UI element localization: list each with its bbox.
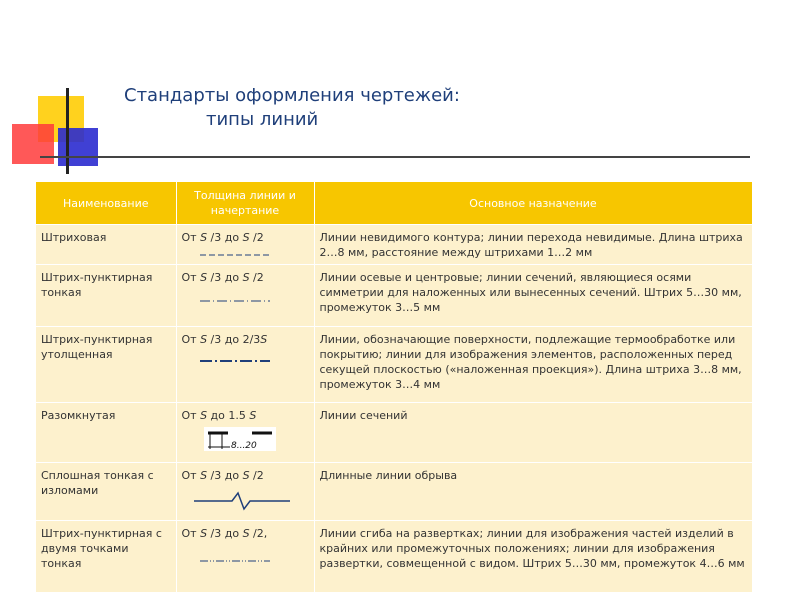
cell-thickness [176, 225, 314, 265]
thickness-text: От S /3 до S /2 [181, 271, 264, 284]
open-line-label: 8...20 [230, 441, 257, 451]
cell-name: Штрих-пунктирная тонкая [36, 265, 176, 327]
cell-name: Штрих-пунктирная с двумя точками тонкая [36, 521, 176, 593]
table-row [36, 403, 752, 463]
cell-thickness [176, 327, 314, 403]
cell-thickness [176, 463, 314, 521]
table-row [36, 327, 752, 403]
slide-title: Стандарты оформления чертежей: [124, 85, 460, 106]
logo-blue-square [58, 128, 98, 166]
cell-name: Штрих-пунктирная утолщенная [36, 327, 176, 403]
dashed-line-icon [200, 251, 309, 259]
table-header-row [36, 182, 752, 225]
cell-name: Штриховая [36, 225, 176, 265]
dash-dot-thick-line-icon [200, 357, 309, 365]
header-thickness: Толщина линии и начертание [176, 182, 314, 225]
cell-name: Разомкнутая [36, 403, 176, 463]
table-row [36, 265, 752, 327]
dash-dot-thin-line-icon [200, 297, 309, 305]
table-row [36, 463, 752, 521]
logo-red-square [12, 124, 54, 164]
cell-purpose: Длинные линии обрыва [314, 463, 752, 521]
thickness-text: От S до 1.5 S [181, 409, 257, 422]
cell-purpose: Линии сечений [314, 403, 752, 463]
slide-subtitle: типы линий [206, 109, 319, 130]
cell-purpose: Линии сгиба на развертках; линии для изображения частей изделий в крайних или промежуточных положениях; линии для изображения развертки, совмещенной с видом. Штрих 5…30 мм, промежуток 4…6 мм [314, 521, 752, 593]
cell-thickness [176, 265, 314, 327]
thickness-text: От S /3 до S /2 [181, 231, 264, 244]
open-line-icon [204, 427, 309, 451]
cell-purpose: Линии осевые и центровые; линии сечений, являющиеся осями симметрии для наложенных или вынесенных сечений. Штрих 5…30 мм, промежуток 3…5 мм [314, 265, 752, 327]
thickness-text: От S /3 до S /2 [181, 469, 264, 482]
cell-thickness [176, 521, 314, 593]
cell-thickness [176, 403, 314, 463]
cell-name: Сплошная тонкая с изломами [36, 463, 176, 521]
thickness-text: От S /3 до S /2, [181, 527, 268, 540]
logo-vertical-line [66, 88, 69, 174]
slide-logo [0, 0, 130, 180]
cell-purpose: Линии, обозначающие поверхности, подлежащие термообработке или покрытию; линии для изображения элементов, расположенных перед секущей плоскостью («наложенная проекция»). Длина штриха 3…8 мм, промежуток 3…4 мм [314, 327, 752, 403]
zigzag-line-icon [194, 489, 309, 511]
dash-double-dot-line-icon [200, 557, 309, 565]
cell-purpose: Линии невидимого контура; линии перехода невидимые. Длина штриха 2…8 мм, расстояние между штрихами 1…2 мм [314, 225, 752, 265]
title-rule [40, 156, 750, 158]
table-row [36, 521, 752, 593]
thickness-text: От S /3 до 2/3S [181, 333, 268, 346]
table-row [36, 225, 752, 265]
header-name: Наименование [36, 182, 176, 225]
line-types-table [36, 182, 753, 592]
header-purpose: Основное назначение [314, 182, 752, 225]
